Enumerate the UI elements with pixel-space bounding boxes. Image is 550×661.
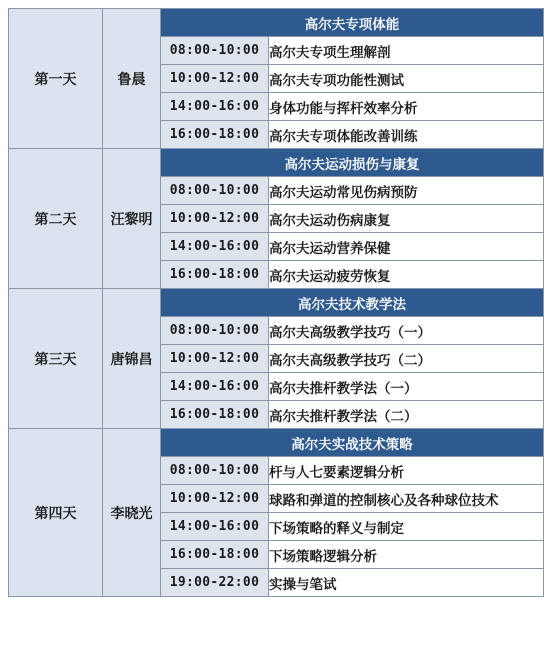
schedule-table [8,8,544,597]
session-time: 10:00-12:00 [161,345,269,373]
day-block-3-header [9,289,544,317]
session-topic: 身体功能与挥杆效率分析 [269,93,544,121]
session-topic: 杆与人七要素逻辑分析 [269,457,544,485]
day-theme-header: 高尔夫实战技术策略 [161,429,544,457]
lecturer-name: 李晓光 [103,429,161,597]
session-topic: 高尔夫运动疲劳恢复 [269,261,544,289]
session-time: 14:00-16:00 [161,513,269,541]
session-topic: 高尔夫专项功能性测试 [269,65,544,93]
session-time: 08:00-10:00 [161,177,269,205]
session-topic: 高尔夫运动伤病康复 [269,205,544,233]
session-time: 19:00-22:00 [161,569,269,597]
day-block-1-header [9,9,544,37]
session-topic: 高尔夫运动营养保健 [269,233,544,261]
schedule-body [9,9,544,597]
session-time: 16:00-18:00 [161,401,269,429]
session-time: 10:00-12:00 [161,65,269,93]
session-time: 14:00-16:00 [161,233,269,261]
day-theme-header: 高尔夫运动损伤与康复 [161,149,544,177]
session-time: 16:00-18:00 [161,261,269,289]
session-topic: 高尔夫高级教学技巧（一） [269,317,544,345]
day-label: 第三天 [9,289,103,429]
session-time: 14:00-16:00 [161,93,269,121]
session-time: 14:00-16:00 [161,373,269,401]
session-time: 10:00-12:00 [161,205,269,233]
session-time: 16:00-18:00 [161,541,269,569]
session-topic: 高尔夫推杆教学法（二） [269,401,544,429]
session-topic: 高尔夫高级教学技巧（二） [269,345,544,373]
session-time: 08:00-10:00 [161,457,269,485]
session-topic: 下场策略逻辑分析 [269,541,544,569]
session-topic: 球路和弹道的控制核心及各种球位技术 [269,485,544,513]
session-topic: 下场策略的释义与制定 [269,513,544,541]
day-label: 第四天 [9,429,103,597]
session-topic: 高尔夫运动常见伤病预防 [269,177,544,205]
day-block-4-header [9,429,544,457]
session-topic: 实操与笔试 [269,569,544,597]
lecturer-name: 鲁晨 [103,9,161,149]
day-theme-header: 高尔夫技术教学法 [161,289,544,317]
day-block-2-header [9,149,544,177]
session-topic: 高尔夫专项体能改善训练 [269,121,544,149]
lecturer-name: 汪黎明 [103,149,161,289]
session-topic: 高尔夫专项生理解剖 [269,37,544,65]
session-topic: 高尔夫推杆教学法（一） [269,373,544,401]
session-time: 10:00-12:00 [161,485,269,513]
session-time: 16:00-18:00 [161,121,269,149]
day-label: 第二天 [9,149,103,289]
day-label: 第一天 [9,9,103,149]
session-time: 08:00-10:00 [161,317,269,345]
lecturer-name: 唐锦昌 [103,289,161,429]
session-time: 08:00-10:00 [161,37,269,65]
day-theme-header: 高尔夫专项体能 [161,9,544,37]
